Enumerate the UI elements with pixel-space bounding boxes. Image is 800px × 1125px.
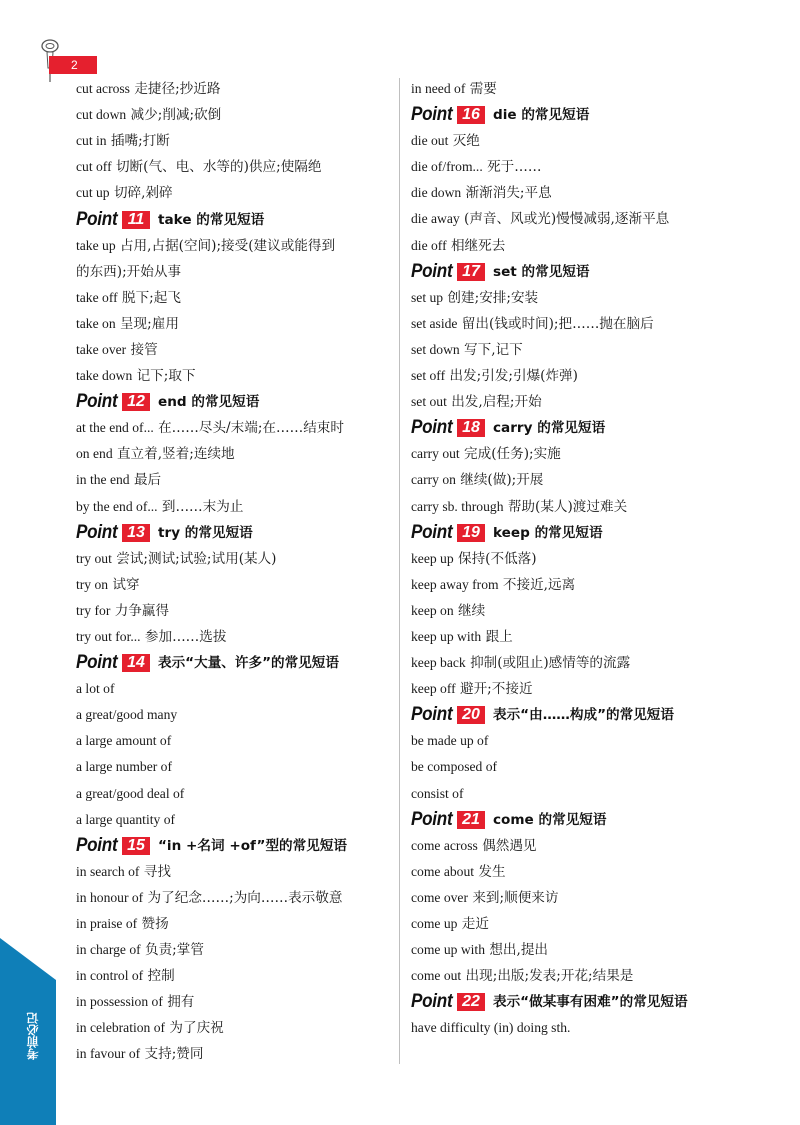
phrase-entry xyxy=(76,885,394,911)
phrase-entry xyxy=(411,363,751,389)
phrase-chinese: 出发,启程;开始 xyxy=(451,394,542,411)
section-header xyxy=(411,520,751,546)
section-title: take 的常见短语 xyxy=(158,211,265,228)
phrase-entry xyxy=(76,911,394,937)
phrase-english: in control of xyxy=(76,968,144,984)
phrase-entry xyxy=(411,467,751,493)
phrase-english: keep up xyxy=(411,550,454,566)
phrase-english: be composed of xyxy=(411,759,498,775)
phrase-chinese: 来到;顺便来访 xyxy=(472,889,559,906)
phrase-english: in praise of xyxy=(76,916,138,931)
phrase-entry xyxy=(76,415,394,441)
phrase-entry xyxy=(76,807,394,833)
phrase-entry xyxy=(76,1041,394,1067)
section-header xyxy=(76,833,394,859)
phrase-english: come across xyxy=(411,837,478,853)
phrase-entry xyxy=(76,546,394,572)
phrase-chinese: 记下;取下 xyxy=(136,368,196,385)
section-title: keep 的常见短语 xyxy=(493,524,603,541)
phrase-chinese: 出现;出版;发表;开花;结果是 xyxy=(465,968,634,985)
phrase-english: take up xyxy=(76,237,116,253)
phrase-entry xyxy=(76,989,394,1015)
phrase-entry xyxy=(411,833,751,859)
phrase-english: set out xyxy=(411,394,447,410)
point-label: Point xyxy=(411,521,453,543)
point-number-badge: 17 xyxy=(457,263,485,281)
section-header xyxy=(411,807,751,833)
section-header xyxy=(411,259,751,285)
phrase-english: by the end of... xyxy=(76,498,158,514)
phrase-english: keep back xyxy=(411,655,466,671)
phrase-entry xyxy=(76,467,394,493)
phrase-entry xyxy=(76,259,394,285)
phrase-entry xyxy=(411,911,751,937)
phrase-entry xyxy=(411,754,751,780)
point-label: Point xyxy=(411,260,453,282)
phrase-chinese: 插嘴;打断 xyxy=(110,133,170,150)
point-label: Point xyxy=(411,808,453,830)
point-label: Point xyxy=(411,704,453,726)
point-label: Point xyxy=(411,991,453,1013)
point-label: Point xyxy=(76,652,118,674)
phrase-english: cut up xyxy=(76,185,110,201)
section-header xyxy=(76,206,394,232)
phrase-entry xyxy=(411,206,751,232)
page-number: 2 xyxy=(49,56,97,74)
phrase-chinese: 寻找 xyxy=(143,863,171,880)
column-divider xyxy=(399,78,400,1064)
left-column xyxy=(76,76,394,1068)
phrase-chinese: 为了纪念……;为向……表示敬意 xyxy=(147,889,343,906)
phrase-chinese: 力争赢得 xyxy=(114,602,170,619)
section-title: “in +名词 +of”型的常见短语 xyxy=(158,837,348,854)
phrase-chinese: 占用,占据(空间);接受(建议或能得到 xyxy=(119,237,336,254)
phrase-chinese: 脱下;起飞 xyxy=(121,289,181,306)
point-number-badge: 19 xyxy=(457,524,485,542)
phrase-english: come up with xyxy=(411,942,485,958)
phrase-chinese: 帮助(某人)渡过难关 xyxy=(507,498,628,515)
phrase-english: carry out xyxy=(411,446,460,462)
phrase-chinese: 完成(任务);实施 xyxy=(464,446,561,463)
phrase-english: on end xyxy=(76,446,113,462)
phrase-chinese: 出发;引发;引爆(炸弹) xyxy=(449,368,578,385)
phrase-entry xyxy=(411,337,751,363)
phrase-chinese: 抑制(或阻止)感情等的流露 xyxy=(470,655,631,672)
point-number-badge: 21 xyxy=(457,811,485,829)
point-label: Point xyxy=(76,208,118,230)
point-number-badge: 15 xyxy=(122,837,150,855)
phrase-english: take off xyxy=(76,289,118,305)
phrase-chinese: 死于…… xyxy=(487,159,542,176)
side-tab-label: 考前必记 xyxy=(26,1012,40,1060)
phrase-chinese: 为了庆祝 xyxy=(169,1020,224,1037)
phrase-entry xyxy=(411,781,751,807)
phrase-english: cut across xyxy=(76,81,130,96)
phrase-chinese: 试穿 xyxy=(112,576,140,593)
phrase-english: a large quantity of xyxy=(76,811,176,827)
phrase-english: try for xyxy=(76,602,111,618)
phrase-entry xyxy=(76,363,394,389)
phrase-english: take down xyxy=(76,368,133,384)
point-number-badge: 11 xyxy=(122,211,150,229)
phrase-chinese: 最后 xyxy=(133,472,162,489)
phrase-english: come out xyxy=(411,968,462,984)
point-number-badge: 12 xyxy=(122,393,150,411)
phrase-english: keep away from xyxy=(411,576,499,592)
phrase-entry xyxy=(76,441,394,467)
phrase-entry xyxy=(76,624,394,650)
phrase-english: die away xyxy=(411,211,460,227)
phrase-english: in search of xyxy=(76,863,140,879)
phrase-entry xyxy=(411,572,751,598)
section-title: carry 的常见短语 xyxy=(493,420,606,437)
phrase-chinese: 到……末为止 xyxy=(161,498,244,515)
phrase-english: come about xyxy=(411,863,475,879)
phrase-entry xyxy=(76,963,394,989)
phrase-english: a great/good deal of xyxy=(76,785,185,801)
point-label: Point xyxy=(76,391,118,413)
phrase-entry xyxy=(411,728,751,754)
section-header xyxy=(76,650,394,676)
point-number-badge: 20 xyxy=(457,706,485,724)
phrase-english: in charge of xyxy=(76,942,141,958)
phrase-entry xyxy=(76,572,394,598)
phrase-english: keep on xyxy=(411,602,454,618)
phrase-entry xyxy=(411,1015,751,1041)
phrase-english: set down xyxy=(411,341,460,357)
phrase-english: in the end xyxy=(76,472,130,488)
phrase-entry xyxy=(76,494,394,520)
phrase-chinese: 继续 xyxy=(457,602,486,619)
phrase-chinese: 走捷径;抄近路 xyxy=(134,81,221,97)
phrase-english: cut off xyxy=(76,159,112,175)
phrase-english: cut down xyxy=(76,107,127,123)
point-number-badge: 18 xyxy=(457,419,485,437)
phrase-english: die down xyxy=(411,185,462,201)
phrase-chinese: 走近 xyxy=(461,916,489,932)
section-title: die 的常见短语 xyxy=(493,107,590,124)
section-title: 表示“大量、许多”的常见短语 xyxy=(158,655,339,672)
phrase-chinese: 参加……选拔 xyxy=(144,628,227,645)
phrase-entry xyxy=(76,728,394,754)
phrase-entry xyxy=(411,963,751,989)
right-column xyxy=(411,76,751,1041)
phrase-entry xyxy=(76,859,394,885)
phrase-entry xyxy=(411,389,751,415)
phrase-chinese: 支持;赞同 xyxy=(144,1046,204,1063)
phrase-chinese: 直立着,竖着;连续地 xyxy=(116,446,235,463)
phrase-chinese: 赞扬 xyxy=(141,916,169,932)
phrase-entry xyxy=(76,102,394,128)
phrase-english: at the end of... xyxy=(76,420,154,436)
phrase-entry xyxy=(76,76,394,102)
phrase-chinese: 切碎,剁碎 xyxy=(113,185,173,202)
phrase-entry xyxy=(76,754,394,780)
point-number-badge: 14 xyxy=(122,654,150,672)
phrase-chinese: 创建;安排;安装 xyxy=(447,289,539,306)
phrase-chinese: 负责;掌管 xyxy=(145,942,204,959)
section-header xyxy=(411,415,751,441)
phrase-chinese: 偶然遇见 xyxy=(482,837,537,854)
phrase-chinese: 灭绝 xyxy=(452,133,480,150)
phrase-english: a large amount of xyxy=(76,733,172,749)
phrase-entry xyxy=(411,546,751,572)
phrase-entry xyxy=(76,311,394,337)
phrase-chinese: 保持(不低落) xyxy=(457,550,537,567)
phrase-entry xyxy=(76,285,394,311)
phrase-entry xyxy=(411,598,751,624)
phrase-entry xyxy=(411,885,751,911)
phrase-english: in celebration of xyxy=(76,1020,166,1036)
phrase-english: carry on xyxy=(411,472,456,488)
phrase-english: take on xyxy=(76,315,116,331)
phrase-entry xyxy=(411,650,751,676)
phrase-english: set up xyxy=(411,289,444,305)
phrase-chinese: 渐渐消失;平息 xyxy=(465,185,552,202)
phrase-chinese: 切断(气、电、水等的)供应;使隔绝 xyxy=(115,159,322,176)
section-title: come 的常见短语 xyxy=(493,811,607,828)
phrase-chinese: 在……尽头/末端;在……结束时 xyxy=(158,420,344,437)
phrase-entry xyxy=(76,180,394,206)
phrase-entry xyxy=(411,128,751,154)
phrase-entry xyxy=(76,1015,394,1041)
point-label: Point xyxy=(76,834,118,856)
section-title: 表示“做某事有困难”的常见短语 xyxy=(493,994,688,1011)
phrase-entry xyxy=(76,128,394,154)
phrase-entry xyxy=(76,598,394,624)
phrase-chinese: 想出,提出 xyxy=(489,942,549,959)
phrase-chinese: 减少;削减;砍倒 xyxy=(130,107,222,124)
phrase-chinese: 呈现;雇用 xyxy=(119,315,179,332)
phrase-chinese: 的东西);开始从事 xyxy=(76,263,182,280)
phrase-english: in favour of xyxy=(76,1046,141,1062)
phrase-entry xyxy=(411,494,751,520)
phrase-entry xyxy=(76,233,394,259)
point-number-badge: 13 xyxy=(122,524,150,542)
phrase-english: a great/good many xyxy=(76,707,178,723)
section-header xyxy=(411,702,751,728)
phrase-english: try on xyxy=(76,576,109,592)
phrase-english: come up xyxy=(411,916,458,931)
phrase-english: consist of xyxy=(411,785,464,801)
phrase-english: carry sb. through xyxy=(411,498,504,514)
phrase-english: set aside xyxy=(411,315,458,331)
phrase-english: a lot of xyxy=(76,681,115,697)
phrase-chinese: 需要 xyxy=(469,81,497,97)
phrase-chinese: (声音、风或光)慢慢减弱,逐渐平息 xyxy=(464,211,670,228)
phrase-entry xyxy=(411,859,751,885)
phrase-english: in honour of xyxy=(76,889,144,905)
section-title: set 的常见短语 xyxy=(493,263,590,280)
phrase-english: in need of xyxy=(411,81,466,96)
phrase-entry xyxy=(411,154,751,180)
phrase-english: take over xyxy=(76,341,127,357)
phrase-chinese: 发生 xyxy=(478,863,506,880)
phrase-chinese: 相继死去 xyxy=(450,237,506,254)
phrase-entry xyxy=(411,937,751,963)
phrase-entry xyxy=(411,441,751,467)
point-label: Point xyxy=(411,104,453,126)
phrase-english: come over xyxy=(411,889,468,905)
phrase-entry xyxy=(76,702,394,728)
section-header xyxy=(76,520,394,546)
phrase-chinese: 控制 xyxy=(147,968,175,985)
phrase-english: die off xyxy=(411,237,447,253)
phrase-entry xyxy=(411,233,751,259)
phrase-english: a large number of xyxy=(76,759,172,775)
phrase-entry xyxy=(411,311,751,337)
phrase-entry xyxy=(411,624,751,650)
phrase-english: set off xyxy=(411,368,446,384)
phrase-chinese: 写下,记下 xyxy=(464,341,523,358)
section-title: end 的常见短语 xyxy=(158,394,260,411)
phrase-entry xyxy=(76,937,394,963)
phrase-entry xyxy=(411,676,751,702)
phrase-entry xyxy=(411,76,751,102)
phrase-english: have difficulty (in) doing sth. xyxy=(411,1020,571,1036)
section-header xyxy=(411,989,751,1015)
phrase-english: try out xyxy=(76,550,112,566)
phrase-chinese: 接管 xyxy=(130,341,158,358)
phrase-english: try out for... xyxy=(76,628,141,644)
phrase-entry xyxy=(411,285,751,311)
section-header xyxy=(76,389,394,415)
phrase-chinese: 拥有 xyxy=(167,994,195,1011)
phrase-chinese: 不接近,远离 xyxy=(502,576,576,593)
phrase-english: keep up with xyxy=(411,628,482,644)
phrase-chinese: 避开;不接近 xyxy=(460,681,533,698)
point-label: Point xyxy=(76,521,118,543)
point-label: Point xyxy=(411,417,453,439)
phrase-english: be made up of xyxy=(411,733,489,749)
phrase-english: die out xyxy=(411,133,449,149)
phrase-chinese: 继续(做);开展 xyxy=(460,472,544,489)
phrase-english: cut in xyxy=(76,133,107,149)
phrase-english: die of/from... xyxy=(411,159,483,175)
phrase-chinese: 留出(钱或时间);把……抛在脑后 xyxy=(461,315,654,332)
phrase-chinese: 跟上 xyxy=(485,628,513,645)
phrase-english: in possession of xyxy=(76,994,163,1010)
point-number-badge: 22 xyxy=(457,993,485,1011)
section-title: try 的常见短语 xyxy=(158,524,253,541)
point-number-badge: 16 xyxy=(457,106,485,124)
phrase-chinese: 尝试;测试;试验;试用(某人) xyxy=(116,550,277,567)
phrase-entry xyxy=(411,180,751,206)
section-header xyxy=(411,102,751,128)
phrase-entry xyxy=(76,676,394,702)
phrase-entry xyxy=(76,337,394,363)
phrase-english: keep off xyxy=(411,681,456,697)
phrase-entry xyxy=(76,781,394,807)
phrase-entry xyxy=(76,154,394,180)
section-title: 表示“由……构成”的常见短语 xyxy=(493,707,674,724)
